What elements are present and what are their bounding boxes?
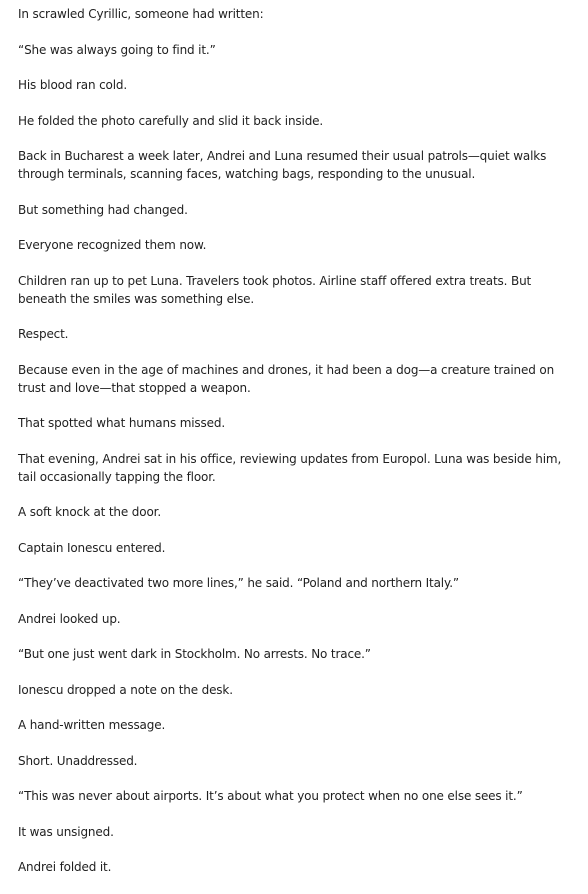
paragraph: A soft knock at the door. bbox=[18, 505, 161, 519]
story-text bbox=[18, 5, 570, 894]
paragraph: “She was always going to find it.” bbox=[18, 42, 216, 57]
paragraph: A hand-written message. bbox=[18, 718, 166, 732]
paragraph: It was unsigned. bbox=[18, 824, 114, 839]
paragraph: “This was never about airports. It’s about what you protect when no one else sees it.” bbox=[18, 789, 523, 803]
paragraph: He folded the photo carefully and slid it back inside. bbox=[18, 113, 324, 128]
paragraph: Short. Unaddressed. bbox=[18, 753, 138, 768]
paragraph: Ionescu dropped a note on the desk. bbox=[18, 682, 233, 697]
paragraph: Back in Bucharest a week later, Andrei and Luna resumed their usual patrols—quiet walks through terminals, scanning faces, watching bags, responding to the unusual. bbox=[18, 149, 547, 181]
paragraph: Because even in the age of machines and drones, it had been a dog—a creature trained on trust and love—that stopped a weapon. bbox=[18, 362, 555, 395]
paragraph: Children ran up to pet Luna. Travelers took photos. Airline staff offered extra treats. But beneath the smiles was something else. bbox=[18, 273, 532, 306]
paragraph: His blood ran cold. bbox=[18, 78, 128, 92]
paragraph: “But one just went dark in Stockholm. No arrests. No trace.” bbox=[18, 647, 371, 661]
paragraph: In scrawled Cyrillic, someone had written: bbox=[18, 7, 264, 21]
paragraph: That spotted what humans missed. bbox=[18, 416, 226, 430]
paragraph: Respect. bbox=[18, 327, 69, 341]
paragraph: Everyone recognized them now. bbox=[18, 238, 207, 252]
paragraph: Andrei looked up. bbox=[18, 611, 121, 626]
paragraph: But something had changed. bbox=[18, 202, 188, 217]
paragraph: Captain Ionescu entered. bbox=[18, 540, 166, 555]
paragraph: “They’ve deactivated two more lines,” he said. “Poland and northern Italy.” bbox=[18, 576, 459, 590]
paragraph: That evening, Andrei sat in his office, reviewing updates from Europol. Luna was beside him, tail occasionally tapping the floor. bbox=[18, 451, 562, 484]
paragraph: Andrei folded it. bbox=[18, 860, 112, 874]
